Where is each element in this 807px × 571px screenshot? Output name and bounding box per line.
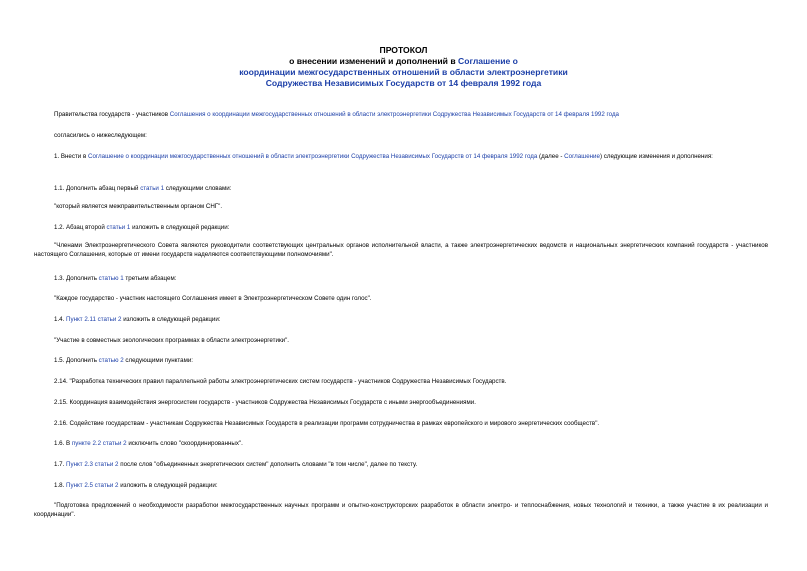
agreed-paragraph: согласились о нижеследующем: (54, 132, 147, 139)
clause-1-4-link[interactable]: Пункт 2.11 статьи 2 (66, 316, 122, 323)
clause-1-2-quote: "Членами Электроэнергетического Совета являются руководители соответствующих центральных органов исполнительной власти, а также электроэнергетических ведомств и национальных энергетических компаний государств - участников настоящего Соглашения, которые от имени государств наделяются соответствующими полномочиями". (34, 242, 768, 258)
clause-1-8-text-a: 1.8. (54, 482, 67, 489)
clause-1-5-text-a: 1.5. Дополнить (54, 357, 99, 364)
clause-1-8-quote: "Подготовка предложений о необходимости разработки межгосударственных научных программ и опытно-конструкторских разработок в области электро- и теплоснабжения, новых технологий и техники, а также участие в их реализации и координации". (34, 502, 768, 518)
clause-1-paragraph (34, 152, 768, 161)
clause-1-4-text-b: изложить в следующей редакции: (121, 316, 221, 323)
clause-1-8-paragraph (34, 481, 768, 490)
clause-1-3-quote: "Каждое государство - участник настоящего Соглашения имеет в Электроэнергетическом Совете один голос". (54, 295, 372, 302)
clause-1-7-link[interactable]: Пункт 2.3 статьи 2 (66, 461, 119, 468)
clause-1-text-c: ) следующие изменения и дополнения: (599, 153, 713, 160)
document-header (0, 45, 807, 89)
clause-1-text-a: 1. Внести в (54, 153, 88, 160)
clause-1-7-paragraph (34, 460, 768, 469)
clause-2-14-paragraph: 2.14. "Разработка технических правил параллельной работы электроэнергетических систем государств - участников Содружества Независимых Государств. (54, 378, 507, 385)
page-title: ПРОТОКОЛ (379, 45, 428, 55)
title-line-2[interactable]: координации межгосударственных отношений в области электроэнергетики (239, 67, 568, 77)
clause-1-1-text-b: следующими словами: (164, 185, 232, 192)
title-line-1-text: о внесении изменений и дополнений в (289, 56, 458, 66)
clause-1-2-link[interactable]: статьи 1 (106, 224, 131, 231)
clause-1-agreement-link[interactable]: Соглашение о координации межгосударственных отношений в области электроэнергетики Содружества Независимых Государств от 14 февраля 1992 года (87, 153, 538, 160)
clause-1-7-text-b: после слов "объединенных энергетических систем" дополнить словами "в том числе", далее по тексту. (118, 461, 418, 468)
clause-1-8-link[interactable]: Пункт 2.5 статьи 2 (66, 482, 119, 489)
clause-1-3-link[interactable]: статью 1 (98, 275, 124, 282)
clause-1-3-text-b: третьим абзацем: (123, 275, 177, 282)
title-line-1 (0, 56, 807, 67)
clause-1-4-quote: "Участие в совместных экологических программах в области электроэнергетики". (54, 337, 290, 344)
clause-1-2-text-b: изложить в следующей редакции: (130, 224, 230, 231)
clause-1-1-paragraph (34, 184, 768, 193)
preamble-text: Правительства государств - участников (54, 111, 170, 118)
clause-1-2-text-a: 1.2. Абзац второй (54, 224, 107, 231)
preamble-paragraph (34, 110, 768, 119)
clause-1-short-link[interactable]: Соглашение (564, 153, 600, 160)
clause-2-16-paragraph: 2.16. Содействие государствам - участникам Содружества Независимых Государств в реализации программ сотрудничества в рамках европейского и мирового энергетических сообществ". (54, 420, 600, 427)
clause-1-4-text-a: 1.4. (54, 316, 67, 323)
clause-1-text-b: (далее - (537, 153, 565, 160)
clause-1-5-paragraph (34, 356, 768, 365)
agreement-link[interactable]: Соглашения о координации межгосударственных отношений в области электроэнергетики Содружества Независимых Государств от 14 февраля 1992 года (169, 111, 619, 118)
clause-1-7-text-a: 1.7. (54, 461, 67, 468)
clause-1-2-paragraph (34, 223, 768, 232)
clause-1-6-text-b: исключить слово "скоординированных". (126, 440, 243, 447)
clause-1-1-text-a: 1.1. Дополнить абзац первый (54, 185, 141, 192)
clause-1-3-paragraph (34, 274, 768, 283)
clause-1-1-link[interactable]: статьи 1 (140, 185, 165, 192)
clause-1-6-link[interactable]: пункте 2.2 статьи 2 (71, 440, 127, 447)
clause-1-1-quote: "который является межправительственным органом СНГ". (54, 203, 223, 210)
clause-1-8-text-b: изложить в следующей редакции: (118, 482, 218, 489)
clause-1-6-text-a: 1.6. В (54, 440, 72, 447)
clause-1-5-link[interactable]: статью 2 (98, 357, 124, 364)
clause-1-4-paragraph (34, 315, 768, 324)
agreement-title-link[interactable]: Соглашение о (458, 56, 518, 66)
clause-1-5-text-b: следующими пунктами: (123, 357, 194, 364)
title-line-3[interactable]: Содружества Независимых Государств от 14 февраля 1992 года (265, 78, 542, 88)
clause-2-15-paragraph: 2.15. Координация взаимодействия энергосистем государств - участников Содружества Независимых Государств с иными энергообъединениями. (54, 399, 476, 406)
clause-1-6-paragraph (34, 439, 768, 448)
clause-1-3-text-a: 1.3. Дополнить (54, 275, 99, 282)
